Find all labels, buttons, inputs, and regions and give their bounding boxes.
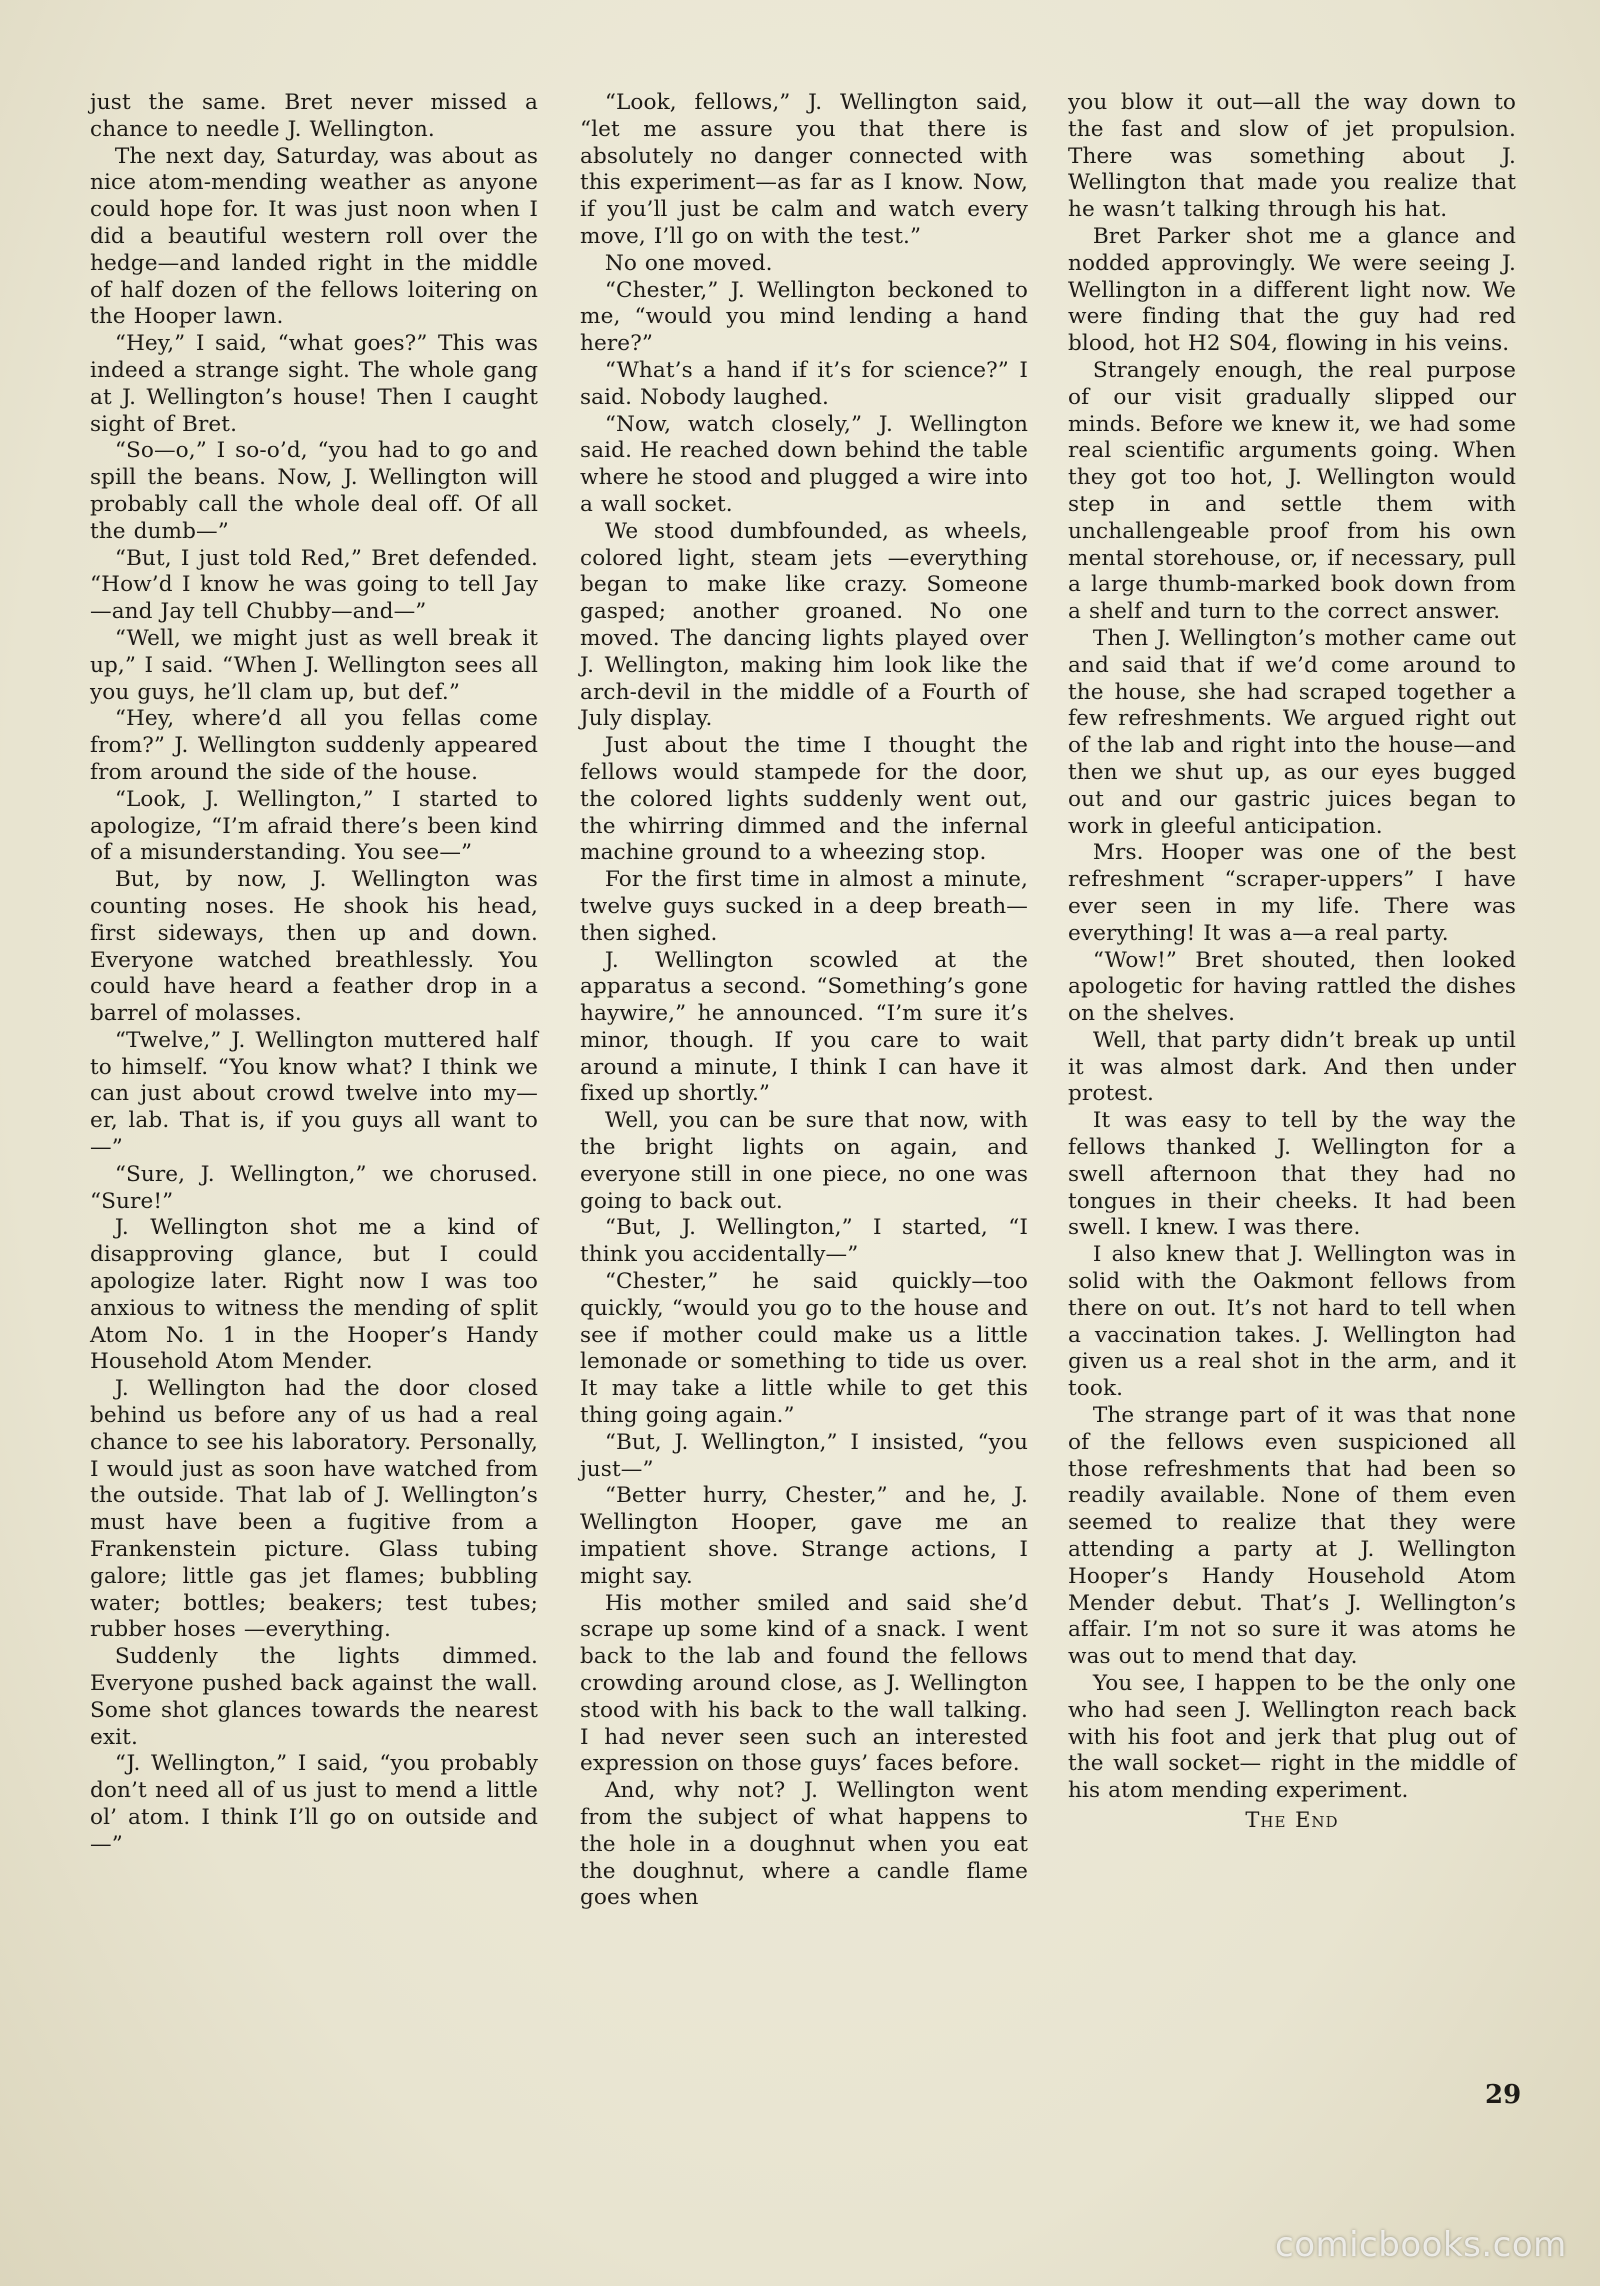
- paragraph: You see, I happen to be the only one who had seen J. Wellington reach back with his foot and jerk that plug out of the wall socket— right in the middle of his atom mending experiment.: [1068, 1671, 1516, 1804]
- paragraph: “Sure, J. Wellington,” we chorused. “Sure!”: [90, 1161, 538, 1214]
- paragraph: “Now, watch closely,” J. Wellington said. He reached down behind the table where he stood and plugged a wire into a wall socket.: [580, 411, 1028, 517]
- page-number: 29: [1485, 2080, 1522, 2110]
- paragraph: “But, J. Wellington,” I started, “I think you accidentally—”: [580, 1215, 1028, 1268]
- paragraph: The strange part of it was that none of the fellows even suspicioned all those refreshments that had been so readily available. None of them even seemed to realize that they were attending a party at J. Wellington Hooper’s Handy Household Atom Mender debut. That’s J. Wellington’s affair. I’m not so sure it was atoms he was out to mend that day.: [1068, 1403, 1516, 1670]
- paragraph: “Well, we might just as well break it up,” I said. “When J. Wellington sees all you guys, he’ll clam up, but def.”: [90, 625, 538, 705]
- paragraph: J. Wellington had the door closed behind us before any of us had a real chance to see his laboratory. Personally, I would just as soon have watched from the outside. That lab of J. Wellington’s must have been a fugitive from a Frankenstein picture. Glass tubing galore; little gas jet flames; bubbling water; bottles; beakers; test tubes; rubber hoses —everything.: [90, 1376, 538, 1643]
- paragraph: “But, I just told Red,” Bret defended. “How’d I know he was going to tell Jay—and Jay tell Chubby—and—”: [90, 545, 538, 625]
- paragraph: But, by now, J. Wellington was counting noses. He shook his head, first sideways, then up and down. Everyone watched breathlessly. You could have heard a feather drop in a barrel of molasses.: [90, 867, 538, 1027]
- paragraph: I also knew that J. Wellington was in solid with the Oakmont fellows from there on out. It’s not hard to tell when a vaccination takes. J. Wellington had given us a real shot in the arm, and it took.: [1068, 1242, 1516, 1402]
- paragraph: “Better hurry, Chester,” and he, J. Wellington Hooper, gave me an impatient shove. Strange actions, I might say.: [580, 1483, 1028, 1589]
- text-column-3: [1068, 90, 1516, 1834]
- paragraph: “Twelve,” J. Wellington muttered half to himself. “You know what? I think we can just about crowd twelve into my—er, lab. That is, if you guys all want to—”: [90, 1027, 538, 1161]
- paragraph: Bret Parker shot me a glance and nodded approvingly. We were seeing J. Wellington in a different light now. We were finding that the guy had red blood, hot H2 S04, flowing in his veins.: [1068, 223, 1516, 357]
- paragraph: “J. Wellington,” I said, “you probably don’t need all of us just to mend a little ol’ atom. I think I’ll go on outside and—”: [90, 1751, 538, 1857]
- paragraph: And, why not? J. Wellington went from the subject of what happens to the hole in a doughnut when you eat the doughnut, where a candle flame goes when: [580, 1778, 1028, 1911]
- paragraph: “What’s a hand if it’s for science?” I said. Nobody laughed.: [580, 357, 1028, 410]
- paragraph: just the same. Bret never missed a chance to needle J. Wellington.: [90, 90, 538, 142]
- paragraph: “So—o,” I so-o’d, “you had to go and spill the beans. Now, J. Wellington will probably call the whole deal off. Of all the dumb—”: [90, 438, 538, 544]
- paragraph: The next day, Saturday, was about as nice atom-mending weather as anyone could hope for. It was just noon when I did a beautiful western roll over the hedge—and landed right in the middle of half dozen of the fellows loitering on the Hooper lawn.: [90, 143, 538, 330]
- paragraph: J. Wellington scowled at the apparatus a second. “Something’s gone haywire,” he announced. “I’m sure it’s minor, though. If you care to wait around a minute, I think I can have it fixed up shortly.”: [580, 947, 1028, 1107]
- paragraph: Well, that party didn’t break up until it was almost dark. And then under protest.: [1068, 1027, 1516, 1107]
- text-column-2: [580, 90, 1028, 1912]
- paragraph: “Hey,” I said, “what goes?” This was indeed a strange sight. The whole gang at J. Wellington’s house! Then I caught sight of Bret.: [90, 331, 538, 437]
- paragraph: We stood dumbfounded, as wheels, colored light, steam jets —everything began to make like crazy. Someone gasped; another groaned. No one moved. The dancing lights played over J. Wellington, making him look like the arch-devil in the middle of a Fourth of July display.: [580, 518, 1028, 732]
- paragraph: “Chester,” J. Wellington beckoned to me, “would you mind lending a hand here?”: [580, 277, 1028, 357]
- paragraph: It was easy to tell by the way the fellows thanked J. Wellington for a swell afternoon that they had no tongues in their cheeks. It had been swell. I knew. I was there.: [1068, 1108, 1516, 1241]
- paragraph: Just about the time I thought the fellows would stampede for the door, the colored lights suddenly went out, the whirring dimmed and the infernal machine ground to a wheezing stop.: [580, 733, 1028, 866]
- paragraph: “Hey, where’d all you fellas come from?” J. Wellington suddenly appeared from around the side of the house.: [90, 706, 538, 785]
- paragraph: Mrs. Hooper was one of the best refreshment “scraper-uppers” I have ever seen in my life. There was everything! It was a—a real party.: [1068, 840, 1516, 946]
- paragraph: His mother smiled and said she’d scrape up some kind of a snack. I went back to the lab and found the fellows crowding around close, as J. Wellington stood with his back to the wall talking. I had never seen such an interested expression on those guys’ faces before.: [580, 1590, 1028, 1777]
- paragraph: “But, J. Wellington,” I insisted, “you just—”: [580, 1429, 1028, 1482]
- paragraph: Well, you can be sure that now, with the bright lights on again, and everyone still in one piece, no one was going to back out.: [580, 1108, 1028, 1214]
- paragraph: Suddenly the lights dimmed. Everyone pushed back against the wall. Some shot glances towards the nearest exit.: [90, 1644, 538, 1750]
- paragraph: “Look, fellows,” J. Wellington said, “let me assure you that there is absolutely no danger connected with this experiment—as far as I know. Now, if you’ll just be calm and watch every move, I’ll go on with the test.”: [580, 90, 1028, 249]
- paragraph: For the first time in almost a minute, twelve guys sucked in a deep breath—then sighed.: [580, 867, 1028, 946]
- paragraph: Strangely enough, the real purpose of our visit gradually slipped our minds. Before we knew it, we had some real scientific arguments going. When they got too hot, J. Wellington would step in and settle them with unchallengeable proof from his own mental storehouse, or, if necessary, pull a large thumb-marked book down from a shelf and turn to the correct answer.: [1068, 357, 1516, 625]
- paragraph: you blow it out—all the way down to the fast and slow of jet propulsion. There was something about J. Wellington that made you realize that he wasn’t talking through his hat.: [1068, 90, 1516, 223]
- text-column-1: [90, 90, 538, 1859]
- paragraph: No one moved.: [604, 250, 773, 276]
- watermark: comicbooks.com: [1275, 2225, 1567, 2265]
- paragraph: “Wow!” Bret shouted, then looked apologetic for having rattled the dishes on the shelves.: [1068, 947, 1516, 1027]
- paragraph: Then J. Wellington’s mother came out and said that if we’d come around to the house, she had scraped together a few refreshments. We argued right out of the lab and right into the house—and then we shut up, as our eyes bugged out and our gastric juices began to work in gleeful anticipation.: [1068, 625, 1516, 839]
- the-end-mark: The End: [1245, 1808, 1339, 1832]
- paragraph: J. Wellington shot me a kind of disapproving glance, but I could apologize later. Right now I was too anxious to witness the mending of split Atom No. 1 in the Hooper’s Handy Household Atom Mender.: [90, 1215, 538, 1375]
- paragraph: “Look, J. Wellington,” I started to apologize, “I’m afraid there’s been kind of a misunderstanding. You see—”: [90, 786, 538, 866]
- paragraph: “Chester,” he said quickly—too quickly, “would you go to the house and see if mother could make us a little lemonade or something to tide us over. It may take a little while to get this thing going again.”: [580, 1269, 1028, 1429]
